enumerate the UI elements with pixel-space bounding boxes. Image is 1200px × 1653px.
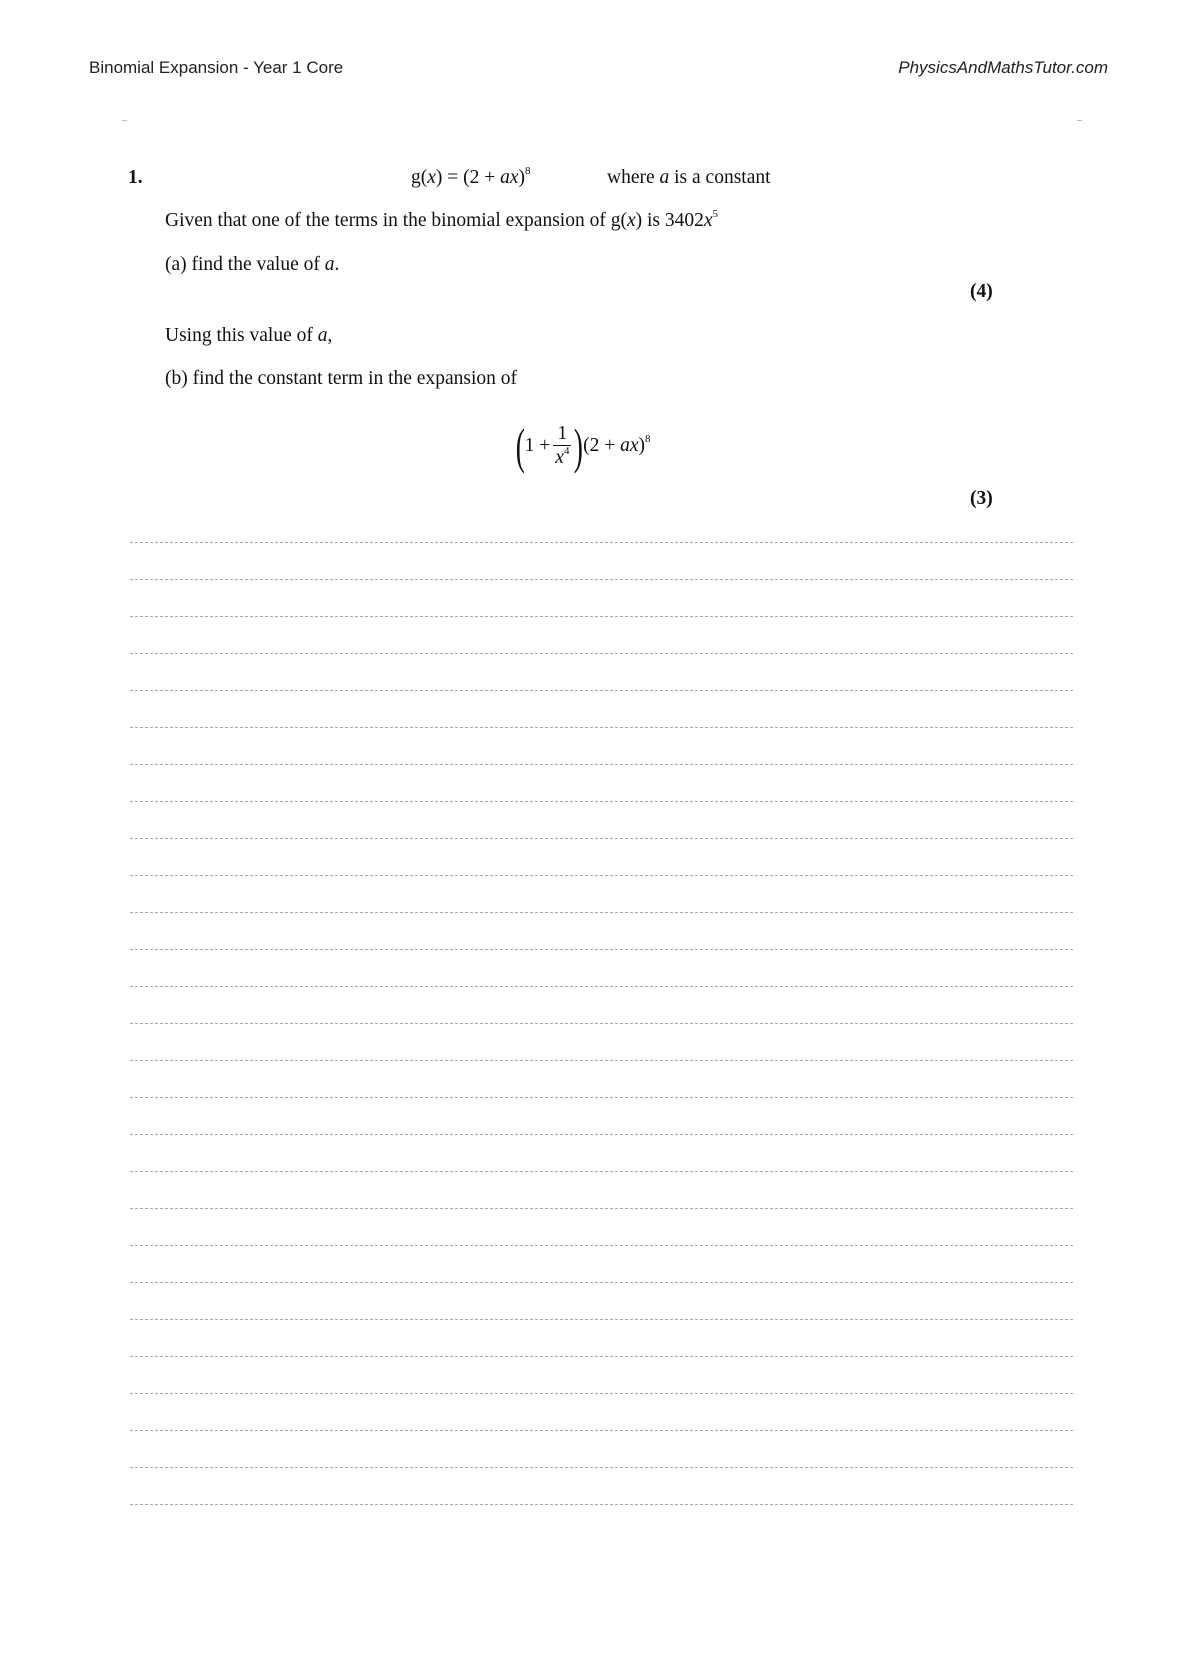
answer-line	[130, 876, 1073, 913]
answer-line	[130, 1431, 1073, 1468]
answer-line	[130, 728, 1073, 765]
one-plus: 1 +	[524, 435, 551, 456]
answer-line	[130, 1468, 1073, 1505]
answer-line	[130, 1357, 1073, 1394]
constant-note: where a is a constant	[607, 167, 771, 188]
answer-line	[130, 654, 1073, 691]
expansion-expression	[516, 416, 651, 476]
answer-line	[130, 1394, 1073, 1431]
given-statement: Given that one of the terms in the binomial expansion of g(x) is $3402x^5$	[165, 208, 718, 231]
answer-line	[130, 802, 1073, 839]
part-a-prompt: (a) find the value of a.	[165, 254, 340, 275]
fraction-denominator: $x^4$	[555, 444, 570, 468]
answer-line	[130, 1135, 1073, 1172]
answer-line	[130, 1209, 1073, 1246]
answer-line	[130, 1061, 1073, 1098]
answer-line	[130, 580, 1073, 617]
answer-line	[130, 913, 1073, 950]
answer-line	[130, 1172, 1073, 1209]
answer-line	[130, 617, 1073, 654]
open-paren: (	[515, 418, 525, 474]
answer-area[interactable]	[130, 542, 1073, 1505]
part-b-prompt: (b) find the constant term in the expansion of	[165, 368, 517, 389]
part-b-marks: (3)	[970, 488, 993, 509]
answer-line	[130, 765, 1073, 802]
answer-line	[130, 950, 1073, 987]
answer-line	[130, 1024, 1073, 1061]
answer-line	[130, 1283, 1073, 1320]
answer-line	[130, 987, 1073, 1024]
fraction	[553, 423, 571, 470]
answer-line	[130, 691, 1073, 728]
header-title: Binomial Expansion - Year 1 Core	[89, 58, 344, 77]
corner-mark-left	[122, 120, 127, 121]
answer-line	[130, 1246, 1073, 1283]
answer-line	[130, 1320, 1073, 1357]
header-site: PhysicsAndMathsTutor.com	[898, 58, 1108, 77]
answer-line	[130, 543, 1073, 580]
fraction-numerator: 1	[557, 422, 568, 444]
corner-mark-right	[1077, 120, 1082, 121]
close-paren: )	[574, 418, 584, 474]
question-number: 1.	[128, 167, 143, 188]
answer-line	[130, 1098, 1073, 1135]
answer-line	[130, 839, 1073, 876]
binomial-factor: (2 + ax)$^8$	[583, 433, 651, 456]
using-value-note: Using this value of a,	[165, 325, 333, 346]
function-definition: g(x) = (2 + ax)$^8$	[411, 165, 531, 188]
part-a-marks: (4)	[970, 281, 993, 302]
